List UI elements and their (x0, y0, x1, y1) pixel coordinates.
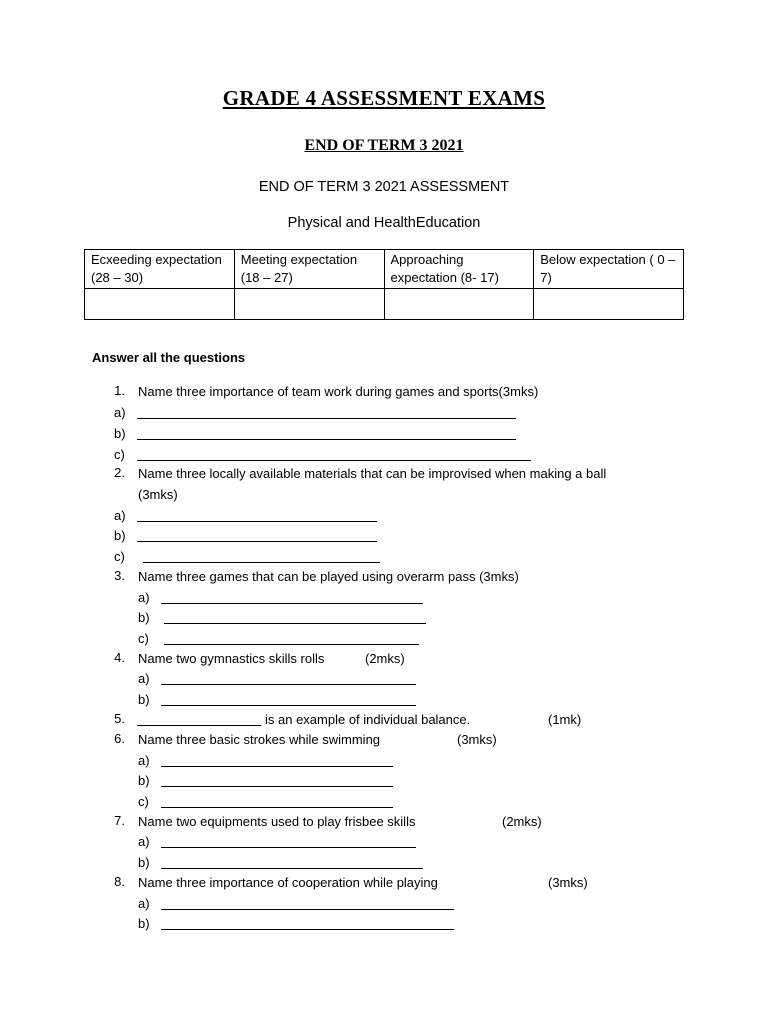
option-label: a) (138, 671, 150, 686)
question-number: 4. (114, 650, 125, 665)
assessment-heading: END OF TERM 3 2021 ASSESSMENT (258, 179, 510, 195)
subject-heading: Physical and HealthEducation (287, 215, 481, 231)
option-label: c) (138, 794, 149, 809)
answer-line[interactable] (161, 684, 416, 685)
grade-cell-exceeding[interactable] (85, 289, 235, 320)
question-marks: (3mks) (457, 732, 497, 747)
option-label: b) (114, 426, 126, 441)
option-label: a) (114, 405, 126, 420)
option-label: b) (138, 916, 150, 931)
question-marks: (2mks) (365, 651, 405, 666)
answer-line[interactable] (161, 847, 416, 848)
answer-line[interactable] (161, 807, 393, 808)
exam-title: GRADE 4 ASSESSMENT EXAMS (222, 86, 546, 110)
answer-line[interactable] (161, 909, 454, 910)
answer-line[interactable] (137, 725, 261, 726)
question-marks: (3mks) (548, 875, 588, 890)
question-number: 8. (114, 874, 125, 889)
answer-line[interactable] (161, 603, 423, 604)
question-number: 7. (114, 813, 125, 828)
answer-line[interactable] (161, 766, 393, 767)
question-number: 3. (114, 568, 125, 583)
option-label: c) (114, 447, 125, 462)
question-text: Name three basic strokes while swimming (138, 732, 381, 747)
answer-line[interactable] (161, 929, 454, 930)
grade-cell-below[interactable] (534, 289, 684, 320)
grade-cell-meeting[interactable] (234, 289, 384, 320)
grade-header-below: Below expectation ( 0 – 7) (534, 250, 684, 289)
answer-line[interactable] (164, 644, 419, 645)
question-number: 2. (114, 465, 125, 480)
question-marks: (3mks) (138, 487, 178, 502)
exam-subtitle: END OF TERM 3 2021 (304, 137, 464, 154)
answer-line[interactable] (137, 439, 516, 440)
question-text: Name three locally available materials that can be improvised when making a ball (138, 466, 607, 481)
question-marks: (1mk) (548, 712, 582, 727)
answer-line[interactable] (137, 521, 377, 522)
question-text: is an example of individual balance. (265, 712, 471, 727)
option-label: c) (138, 631, 149, 646)
question-text: Name three importance of cooperation while playing (138, 875, 438, 890)
grade-cell-approaching[interactable] (384, 289, 534, 320)
option-label: b) (138, 855, 150, 870)
question-number: 5. (114, 711, 125, 726)
option-label: a) (138, 590, 150, 605)
option-label: a) (138, 834, 150, 849)
answer-line[interactable] (137, 541, 377, 542)
question-text: Name two gymnastics skills rolls (138, 651, 325, 666)
answer-line[interactable] (137, 418, 516, 419)
answer-line[interactable] (137, 460, 531, 461)
answer-line[interactable] (161, 868, 423, 869)
answer-line[interactable] (161, 705, 416, 706)
option-label: a) (138, 753, 150, 768)
option-label: a) (138, 896, 150, 911)
question-text: Name three importance of team work during games and sports(3mks) (138, 384, 539, 399)
question-marks: (2mks) (502, 814, 542, 829)
answer-line[interactable] (161, 786, 393, 787)
question-text: Name three games that can be played using overarm pass (3mks) (138, 569, 519, 584)
instructions: Answer all the questions (92, 350, 246, 365)
grading-table (84, 249, 684, 320)
question-text: Name two equipments used to play frisbee skills (138, 814, 416, 829)
question-number: 1. (114, 383, 125, 398)
option-label: c) (114, 549, 125, 564)
option-label: b) (138, 692, 150, 707)
option-label: b) (138, 773, 150, 788)
grade-header-approaching: Approaching expectation (8- 17) (384, 250, 534, 289)
question-number: 6. (114, 731, 125, 746)
option-label: a) (114, 508, 126, 523)
grade-header-exceeding: Ecxeeding expectation (28 – 30) (85, 250, 235, 289)
answer-line[interactable] (143, 562, 380, 563)
option-label: b) (138, 610, 150, 625)
answer-line[interactable] (164, 623, 426, 624)
grade-header-meeting: Meeting expectation (18 – 27) (234, 250, 384, 289)
option-label: b) (114, 528, 126, 543)
